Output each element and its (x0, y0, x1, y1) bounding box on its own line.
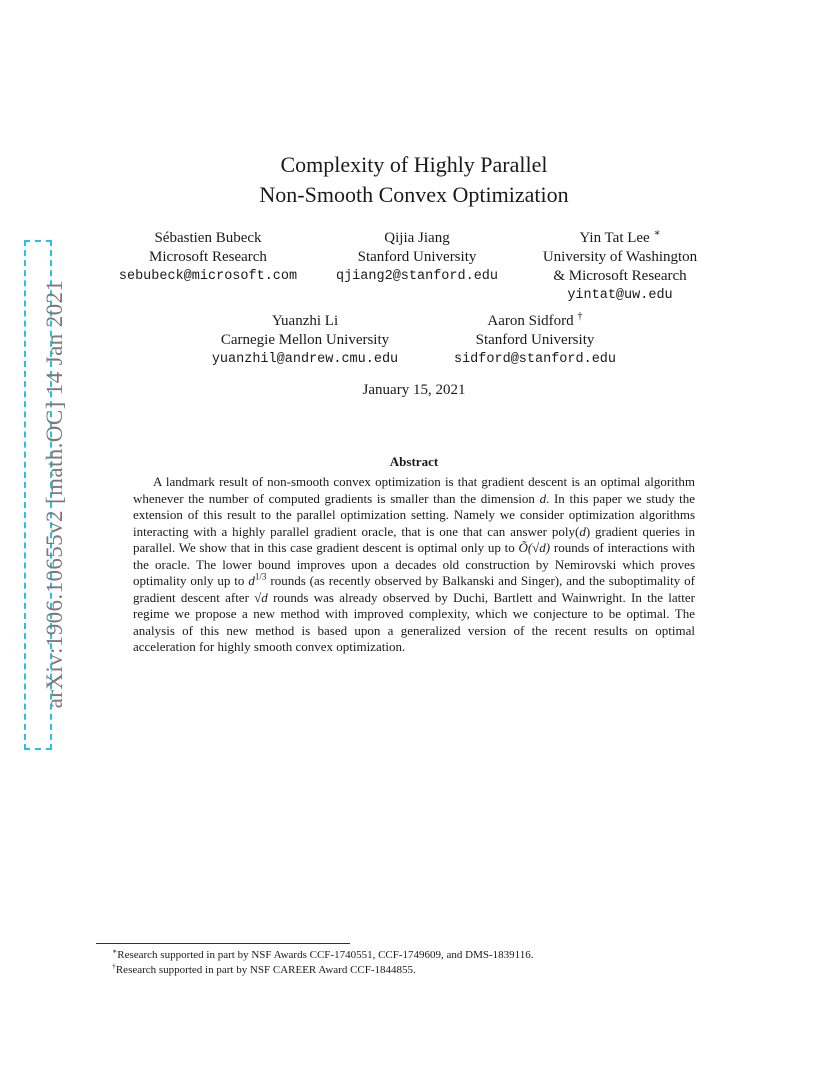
author-name: Yuanzhi Li (271, 313, 339, 329)
author-name: Qijia Jiang (384, 230, 450, 246)
footnote-rule (96, 943, 350, 944)
author-affiliation: Stanford University (475, 332, 595, 348)
author-name-line (520, 229, 720, 248)
otilde-expr: Õ(√d) (518, 540, 551, 555)
author-email[interactable]: sebubeck@microsoft.com (118, 269, 298, 284)
author-email[interactable]: qjiang2@stanford.edu (335, 269, 499, 284)
title-line-2: Non-Smooth Convex Optimization (259, 182, 569, 207)
paper-date: January 15, 2021 (362, 382, 466, 398)
author-affiliation-2: & Microsoft Research (553, 268, 687, 284)
footnote-2 (112, 963, 416, 977)
author-affiliation: Stanford University (357, 249, 477, 265)
author-name-line (435, 312, 635, 331)
author-name: Yin Tat Lee (579, 230, 650, 246)
footnote-mark: † (112, 961, 116, 971)
footnote-text: Research supported in part by NSF CAREER Award CCF-1844855. (115, 964, 416, 976)
footnote-mark: ∗ (653, 228, 661, 239)
author-affiliation: University of Washington (542, 249, 698, 265)
footnote-text: Research supported in part by NSF Awards CCF-1740551, CCF-1749609, and DMS-1839116. (117, 949, 534, 961)
author-block-lee (520, 229, 720, 305)
footnote-mark: ∗ (112, 946, 118, 956)
author-name: Aaron Sidford (487, 313, 574, 329)
paper-title (0, 150, 828, 210)
author-email[interactable]: yuanzhil@andrew.cmu.edu (211, 352, 399, 367)
sqrt-d-expr: √d (254, 589, 268, 605)
author-block-bubeck (108, 229, 308, 286)
author-affiliation: Carnegie Mellon University (220, 332, 390, 348)
arxiv-stamp-text: arXiv:1906.10655v2 [math.OC] 14 Jan 2021 (42, 279, 67, 709)
author-block-jiang (317, 229, 517, 286)
abstract-body: A landmark result of non-smooth convex optimization is that gradient descent is an optimal algorithm whenever the number of computed gradients is smaller than the dimension d. In this paper we study the extension of this result to the parallel optimization setting. Namely we consider optimization algorithms interacting with a highly parallel gradient oracle, that is one that can answer poly(d) gradient queries in parallel. We show that in this case gradient descent is optimal only up to Õ(√d) rounds of interactions with the oracle. The lower bound improves upon a decades old construction by Nemirovski which proves optimality only up to $d^{1/3}$ rounds (as recently observed by Balkanski and Singer), and the suboptimality of gradient descent after √d rounds was already observed by Duchi, Bartlett and Wainwright. In the latter regime we propose a new method with improved complexity, which we conjecture to be optimal. The analysis of this new method is based upon a generalized version of the recent results on optimal acceleration for highly smooth convex optimization. (133, 474, 696, 654)
footnote-mark: † (577, 311, 583, 322)
author-block-li (200, 312, 410, 369)
author-email[interactable]: sidford@stanford.edu (453, 352, 617, 367)
footnote-1 (112, 948, 534, 962)
author-block-sidford (435, 312, 635, 369)
arxiv-stamp (22, 240, 67, 750)
author-email[interactable]: yintat@uw.edu (567, 288, 673, 303)
author-name: Sébastien Bubeck (154, 230, 262, 246)
title-line-1: Complexity of Highly Parallel (280, 152, 548, 177)
author-affiliation: Microsoft Research (149, 249, 267, 265)
abstract-heading: Abstract (389, 454, 439, 469)
